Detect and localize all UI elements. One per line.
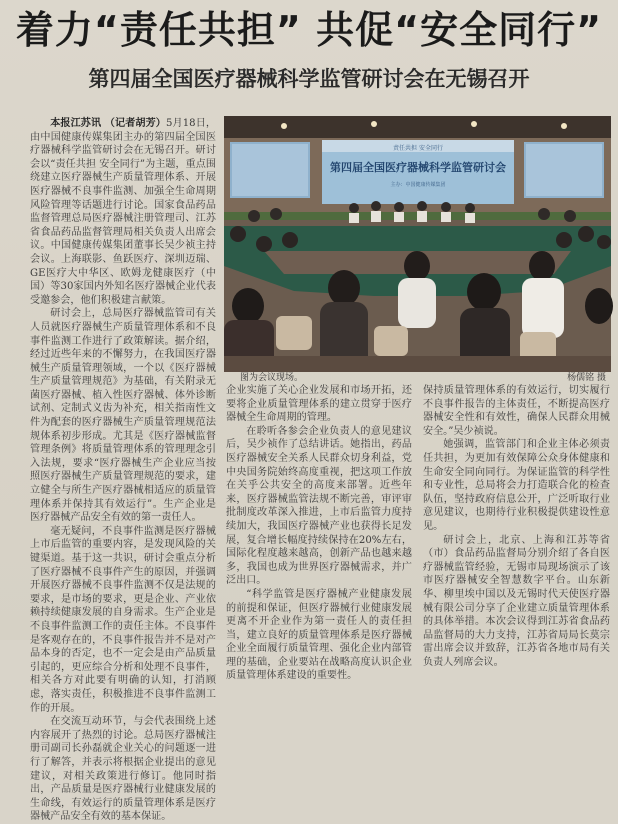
photographer-credit: 杨儒铭 摄 [567,373,606,383]
article-column-3 [423,384,610,668]
photo-caption [226,373,612,384]
paragraph: 在聆听各参会企业负责人的意见建议后，吴少祯作了总结讲话。她指出，药品医疗器械安全关系人民群众切身利益，党中央国务院始终高度重视，把这项工作放在关乎公共安全的高度来部署。近些年来，医疗器械监管法规不断完善，审评审批制度改革深入推进，上市后监管力度持续加大，我国医疗器械产业也获得长足发展，复合增长幅度持续保持在20%左右，国际化程度越来越高，创新产品也越来越多，我国也成为世界医疗器械需求，并广泛出口。 [226,425,412,587]
article-column-1 [30,117,216,823]
caption-text: 图为会议现场。 [240,373,304,383]
paragraph: 5月18日，由中国健康传媒集团主办的第四届全国医疗器械科学监管研讨会在无锡召开。研讨会以“责任共担 安全同行”为主题，重点围绕建立医疗器械生产质量管理体系、开展医疗器械不良事件监测、加强全生命周期风险管理等话题进行讨论。国家食品药品监督管理总局医疗器械注册管理司、江苏省食品药品监督管理局相关负责人出席会议。中国健康传媒集团董事长吴少祯主持会议。上海联影、鱼跃医疗、深圳迈瑞、GE医疗大中华区、欧姆龙健康医疗（中国）等30家国内外知名医疗器械企业代表受邀参会，他们积极建言献策。 [30,118,216,306]
paragraph: 她强调，监管部门和企业主体必须责任共担，为更加有效保障公众身体健康和生命安全同向同行。为保证监管的科学性和专业性，总局将会力打造联合化的检查队伍，坚持政府信息公开，广泛听取行业意见建议，也期待行业积极提供建设性意见。 [423,439,610,532]
banner-organizer: 主办：中国健康传媒集团 [390,182,446,188]
paragraph: 研讨会上，北京、上海和江苏等省（市）食品药品监督局分别介绍了各自医疗器械监管经验，无锡市局现场演示了该市医疗器械安全智慧数字平台。山东新华、柳里埃中国以及无锡时代天使医疗器械有限公司分享了企业建立质量管理体系的具体举措。本次会议得到江苏省食品药品监督局的大力支持，江苏省局局长莫宗雷出席会议并致辞，江苏省各地市局有关负责人列席会议。 [423,534,610,668]
banner-slogan: 责任共担 安全同行 [393,145,443,152]
paragraph: “科学监管是医疗器械产业健康发展的前提和保证，但医疗器械行业健康发展更离不开企业作为第一责任人的责任担当，建立良好的质量管理体系是医疗器械企业全面履行质量管理、强化企业内部管理的基础，企业要站在战略高度认识企业质量管理体系建设的重要性。 [226,588,412,682]
banner-title: 第四届全国医疗器械科学监管研讨会 [330,161,506,174]
paragraph: 保持质量管理体系的有效运行，切实履行不良事件报告的主体责任，不断提高医疗器械安全性和有效性，确保人民群众用械安全。”吴少祯说。 [423,385,610,437]
conference-photo [224,116,611,372]
byline: 本报江苏讯 （记者胡芳） [50,118,167,129]
paragraph: 研讨会上，总局医疗器械监管司有关人员就医疗器械生产质量管理体系和不良事件监测工作进行了政策解读。据介绍，经过近些年来的不懈努力，在我国医疗器械生产质量管理领域，一个以《医疗器械生产质量管理规范》为基础，有关附录无菌医疗器械、植入性医疗器械、体外诊断试剂、定制式义齿为补充，相关指南性文件为配套的医疗器械生产质量管理规范法规体系初步形成。尤其是《医疗器械监督管理条例》将质量管理体系的管理理念引入法规，要求“医疗器械生产企业应当按照医疗器械生产质量管理规范的要求，建立健全与所生产医疗器械相适应的质量管理体系并保持其有效运行”。生产企业是医疗器械产品安全有效的第一责任人。 [30,308,216,524]
paragraph: 企业实施了关心企业发展和市场开拓，还要将企业质量管理体系的建立贯穿于医疗器械全生命周期的管理。 [226,385,412,424]
headline: 着力“责任共担” 共促“安全同行” [15,8,603,52]
paragraph: 在交流互动环节，与会代表围绕上述内容展开了热烈的讨论。总局医疗器械注册司副司长孙磊就企业关心的问题逐一进行了解答，并表示将根据企业提出的意见建议，对相关政策进行修订。他同时指出，产品质量是医疗器械行业健康发展的生命线，有效运行的质量管理体系是医疗器械产品安全有效的基本保证。 [30,716,216,823]
article-column-2 [226,384,412,682]
paragraph: 毫无疑问，不良事件监测是医疗器械上市后监管的重要内容，是发现风险的关键渠道。基于这一共识，研讨会重点分析了医疗器械不良事件产生的原因，并强调开展医疗器械不良事件监测不仅是法规的要求，是市场的要求，更是企业、产业依赖持续健康发展的自身需求。生产企业是不良事件监测工作的责任主体。不良事件是客观存在的，不良事件报告并不是对产品本身的否定，也不一定会是由产品质量引起的，更应综合分析和处理不良事件，相关各方对此要有明确的认知，打消顾虑，落实责任，积极推进不良事件监测工作的开展。 [30,525,216,714]
subheadline: 第四届全国医疗器械科学监管研讨会在无锡召开 [88,67,530,91]
